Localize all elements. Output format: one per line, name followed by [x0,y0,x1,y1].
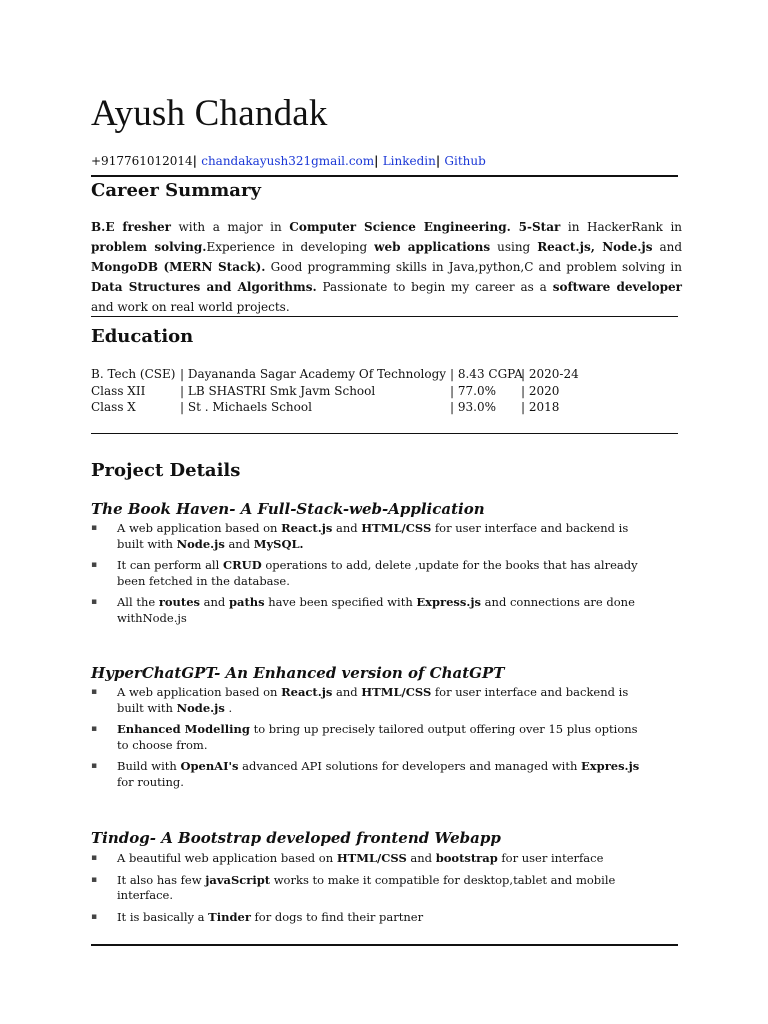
bullet-icon: ▪ [91,853,98,863]
list-item [91,521,651,552]
bullet-icon: ▪ [91,523,98,533]
github-link[interactable]: Github [444,154,486,168]
footer-divider [91,944,678,946]
summary-text: and work on real world projects. [91,300,290,314]
education-school: | St . Michaels School [180,400,312,414]
bullet-text: It can perform all CRUD operations to add, delete ,update for the books that has already been fetched in the database. [117,558,638,588]
education-school: | LB SHASTRI Smk Javm School [180,383,376,398]
project-title: HyperChatGPT- An Enhanced version of ChatGPT [91,664,505,682]
summary-text: MongoDB (MERN Stack). [91,260,266,274]
summary-text: and [652,240,683,254]
bullet-icon: ▪ [91,911,98,922]
list-item [91,759,651,790]
bullet-text: All the routes and paths have been specified with Express.js and connections are done withNode.js [117,595,635,625]
summary-text: using [490,240,538,254]
education-year: | 2020 [521,383,560,398]
education-divider [91,433,678,434]
summary-text: Computer Science Engineering. 5-Star [289,220,561,234]
bullet-text: It also has few javaScript works to make it compatible for desktop,tablet and mobile interface. [117,872,616,902]
list-item [91,558,651,589]
phone-number: +917761012014 [91,154,193,168]
list-item [91,722,651,753]
linkedin-link[interactable]: Linkedin [382,154,436,168]
bullet-icon: ▪ [91,687,98,697]
bullet-text: Enhanced Modelling to bring up precisely tailored output offering over 15 plus options to choose from. [117,722,638,752]
summary-text: web applications [374,240,491,254]
list-item [91,910,651,926]
list-item [91,595,651,626]
education-year: | 2018 [521,400,560,414]
project-bullet-list [91,521,651,632]
project-bullet-list [91,685,651,796]
summary-text: software developer [552,280,682,294]
contact-line: +917761012014| chandakayush321gmail.com| Linkedin| Github [91,154,486,168]
education-degree: B. Tech (CSE) [91,367,176,381]
list-item [91,685,651,716]
education-degree: Class X [91,400,136,414]
email-link[interactable]: chandakayush321gmail.com [201,154,375,168]
project-bullet-list [91,851,651,931]
education-degree: Class XII [91,383,146,398]
career-summary-text [91,217,682,317]
career-summary-heading: Career Summary [91,180,261,201]
resume-name: Ayush Chandak [91,93,328,134]
education-score: | 77.0% [450,383,496,398]
bullet-text: It is basically a Tinder for dogs to find their partner [117,909,424,924]
summary-text: B.E fresher [91,220,171,234]
bullet-icon: ▪ [91,597,98,607]
education-heading: Education [91,326,194,347]
bullet-icon: ▪ [91,761,98,771]
summary-text: Data Structures and Algorithms. [91,280,317,294]
education-year: | 2020-24 [521,367,579,381]
education-score: | 8.43 CGPA [450,367,523,381]
education-score: | 93.0% [450,400,496,414]
bullet-text: A web application based on React.js and HTML/CSS for user interface and backend is built with Node.js and MySQL. [117,521,629,551]
summary-text: problem solving. [91,240,207,254]
summary-text: Good programming skills in Java,python,C and problem solving in [265,260,682,274]
bullet-icon: ▪ [91,874,98,885]
bullet-icon: ▪ [91,560,98,570]
education-school: | Dayananda Sagar Academy Of Technology [180,367,447,381]
summary-text: Passionate to begin my career as a [316,280,553,294]
list-item [91,851,651,867]
bullet-text: A web application based on React.js and HTML/CSS for user interface and backend is built with Node.js . [117,685,629,715]
summary-text: with a major in [170,220,290,234]
bullet-text: A beautiful web application based on HTML/CSS and bootstrap for user interface [117,851,604,865]
project-title: Tindog- A Bootstrap developed frontend Webapp [91,829,501,847]
project-title: The Book Haven- A Full-Stack-web-Application [91,500,485,518]
bullet-icon: ▪ [91,724,98,734]
summary-text: React.js, Node.js [537,240,653,254]
header-divider [91,175,678,177]
summary-text: in HackerRank in [560,220,683,234]
bullet-text: Build with OpenAI's advanced API solutions for developers and managed with Expres.js for routing. [117,759,640,789]
list-item [91,873,651,904]
project-details-heading: Project Details [91,460,241,481]
summary-divider [91,316,678,317]
summary-text: Experience in developing [206,240,375,254]
